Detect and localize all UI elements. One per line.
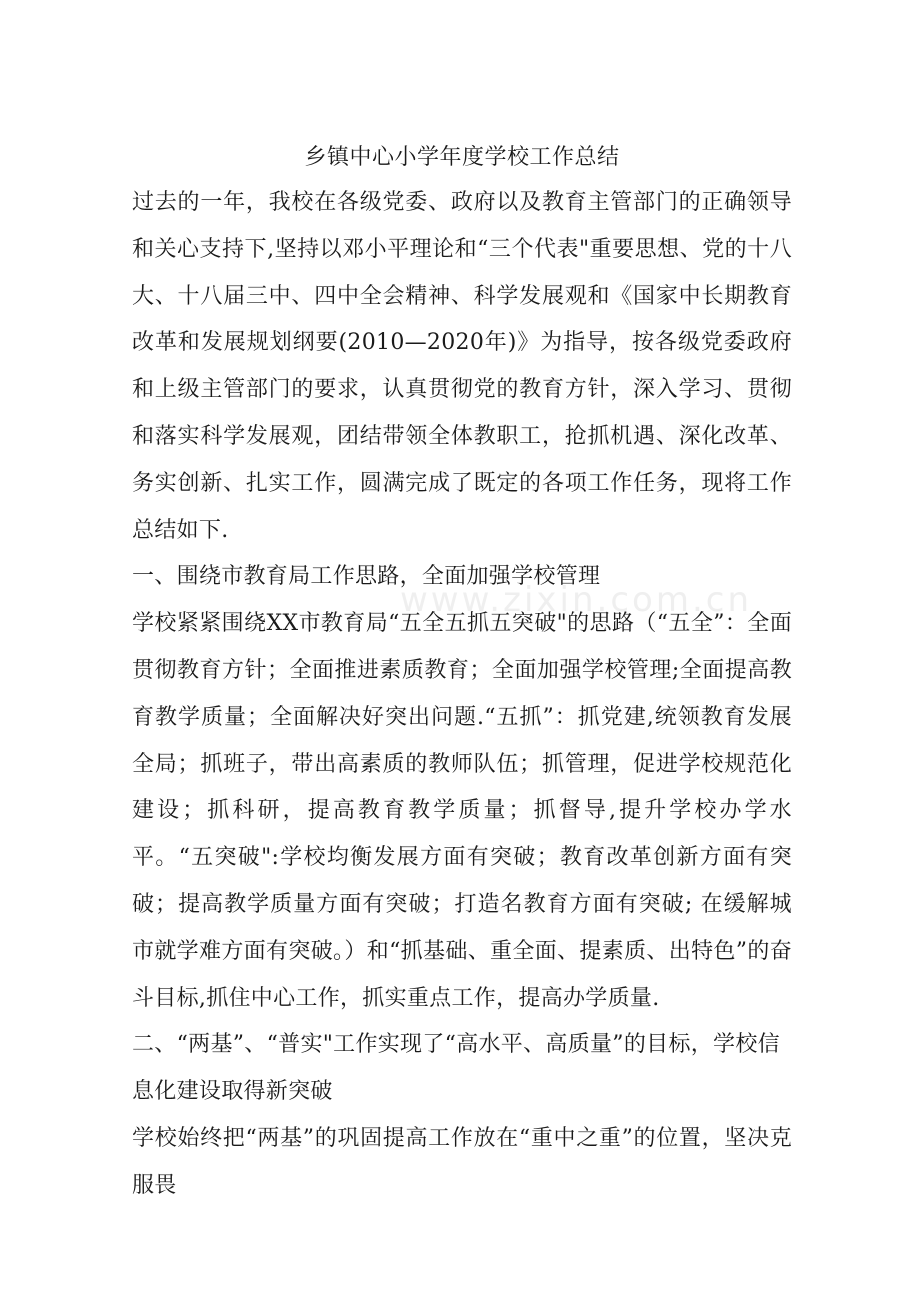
document-page xyxy=(132,138,792,1210)
paragraph-management: 学校紧紧围绕XX市教育局“五全五抓五突破"的思路（“五全”：全面贯彻教育方针；全面推进素质教育；全面加强学校管理;全面提高教育教学质量；全面解决好突出问题.“五抓”：抓党建,统领教育发展全局；抓班子，带出高素质的教师队伍；抓管理，促进学校规范化建设；抓科研，提高教育教学质量；抓督导,提升学校办学水平。“五突破":学校均衡发展方面有突破；教育改革创新方面有突破；提高教学质量方面有突破；打造名教育方面有突破; 在缓解城市就学难方面有突破。）和“抓基础、重全面、提素质、出特色”的奋斗目标,抓住中心工作，抓实重点工作，提高办学质量. xyxy=(132,611,792,1011)
section-heading-2: 二、“两基”、“普实"工作实现了“高水平、高质量”的目标，学校信息化建设取得新突破 xyxy=(132,1032,780,1105)
document-title: 乡镇中心小学年度学校工作总结 xyxy=(304,145,620,170)
section-heading-1: 一、围绕市教育局工作思路，全面加强学校管理 xyxy=(132,564,601,590)
watermark: www.zixin.com.cn xyxy=(400,580,752,620)
paragraph-intro: 过去的一年，我校在各级党委、政府以及教育主管部门的正确领导和关心支持下,坚持以邓小平理论和“三个代表"重要思想、党的十八大、十八届三中、四中全会精神、科学发展观和《国家中长期教育改革和发展规划纲要(2010—2020年)》为指导，按各级党委政府和上级主管部门的要求，认真贯彻党的教育方针，深入学习、贯彻和落实科学发展观，团结带领全体教职工，抢抓机遇、深化改革、务实创新、扎实工作，圆满完成了既定的各项工作任务，现将工作总结如下. xyxy=(132,190,792,543)
paragraph-two-basics: 学校始终把“两基”的巩固提高工作放在“重中之重”的位置，坚决克服畏 xyxy=(132,1125,792,1198)
